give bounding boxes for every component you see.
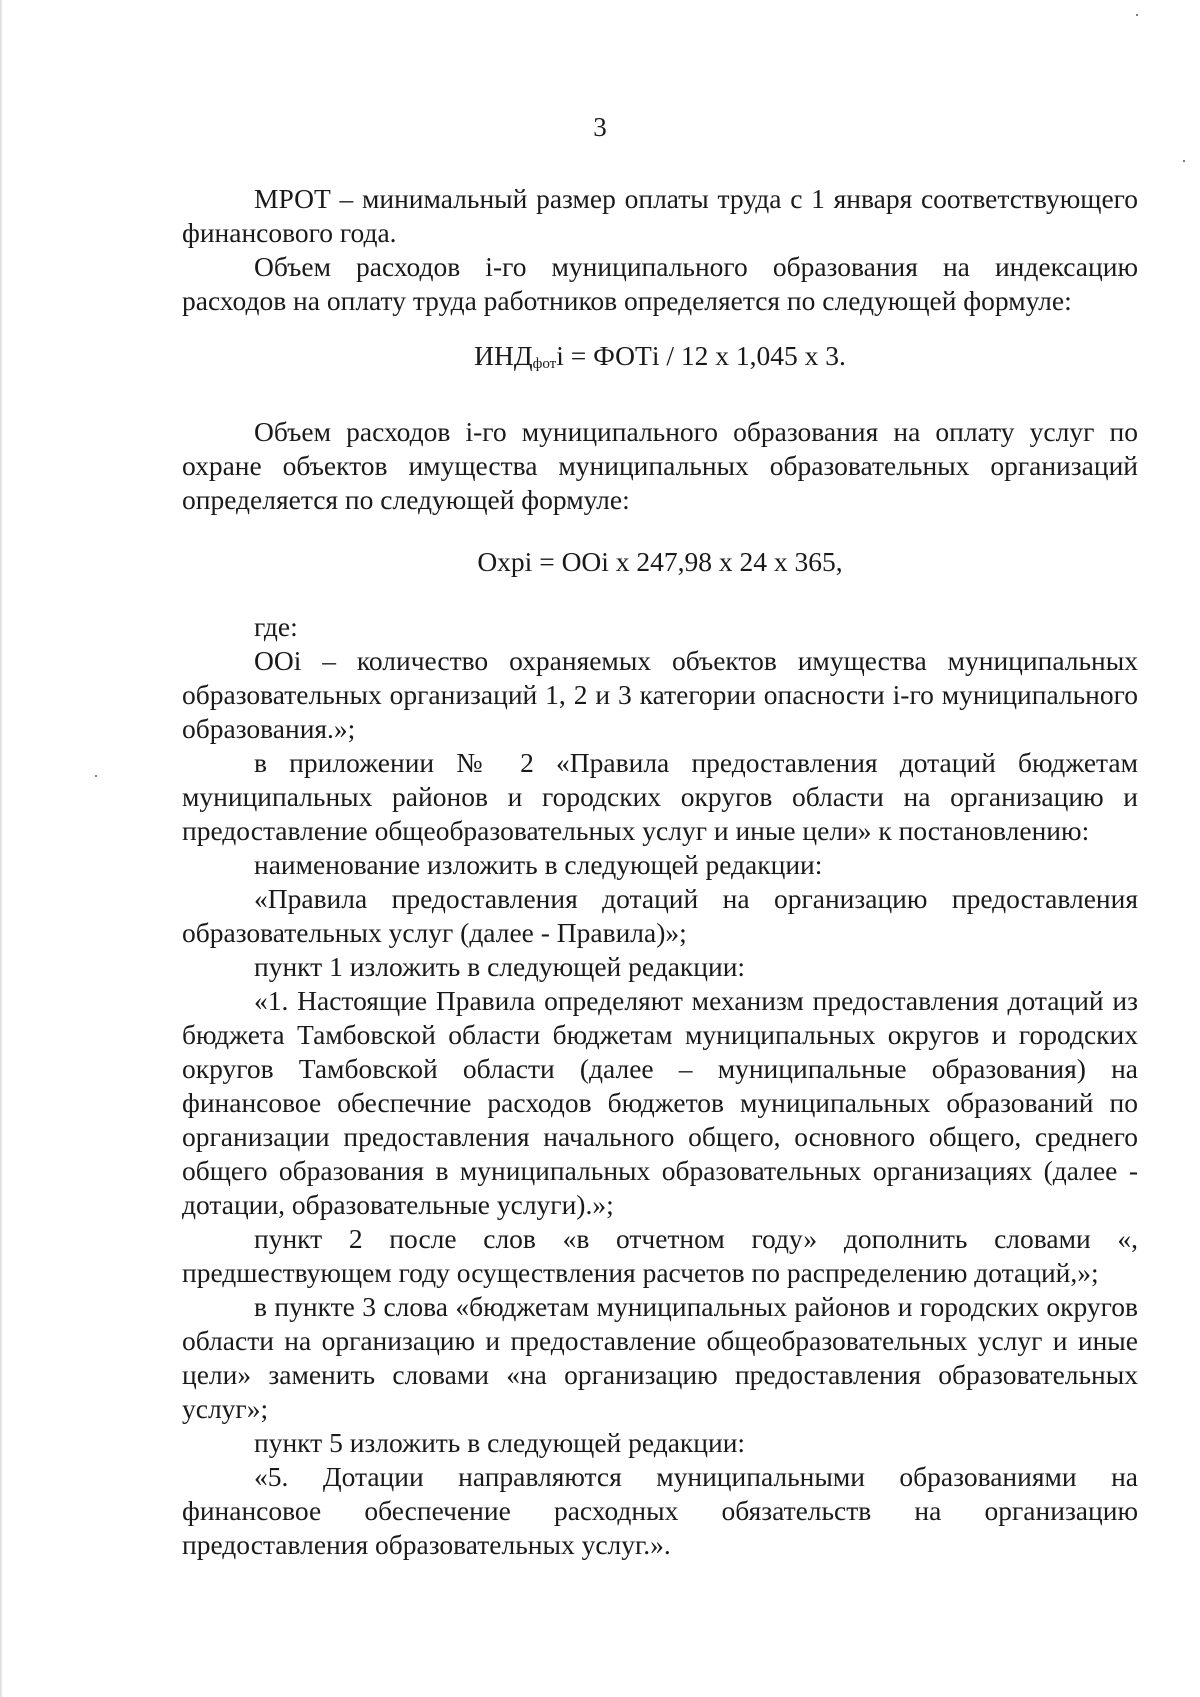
page-number: 3 [593, 112, 607, 142]
scan-edge [0, 0, 3, 1697]
paragraph-indexation-intro: Объем расходов i-го муниципального образования на индексацию расходов на оплату труда работников определяется по следующей формуле: [182, 251, 1138, 316]
scan-speck [1136, 14, 1138, 16]
paragraph-item-1-text: «1. Настоящие Правила определяют механизм предоставления дотаций из бюджета Тамбовской области бюджетам муниципальных округов и городских округов Тамбовской области (далее – муниципальные образования) на финансовое обеспечние расходов бюджетов муниципальных образований по организации предоставления начального общего, основного общего, среднего общего образования в муниципальных образовательных организациях (далее - дотации, образовательные услуги).»; [182, 985, 1138, 1220]
formula-security: Охрi = ООi x 247,98 x 24 x 365, [477, 546, 843, 577]
paragraph-title-edit: наименование изложить в следующей редакции: [254, 849, 823, 880]
formula-indexation [182, 339, 1138, 373]
paragraph-where: где: [254, 611, 298, 642]
formula-indexation-rest: i = ФОТi / 12 x 1,045 x 3. [556, 340, 846, 371]
scan-speck [1183, 160, 1185, 162]
formula-indexation-subscript: фот [532, 356, 557, 372]
paragraph-new-title: «Правила предоставления дотаций на организацию предоставления образовательных услуг (далее - Правила)»; [182, 883, 1138, 948]
paragraph-appendix-2: в приложении № 2 «Правила предоставления дотаций бюджетам муниципальных районов и городских округов области на организацию и предоставление общеобразовательных услуг и иные цели» к постановлению: [182, 747, 1138, 846]
paragraph-item-2-edit: пункт 2 после слов «в отчетном году» дополнить словами «, предшествующем году осуществления расчетов по распределению дотаций,»; [182, 1223, 1138, 1288]
paragraph-item-5-text: «5. Дотации направляются муниципальными образованиями на финансовое обеспечение расходных обязательств на организацию предоставления образовательных услуг.». [182, 1461, 1138, 1560]
scan-speck [95, 775, 97, 777]
document-body [182, 182, 1138, 1562]
paragraph-item-3-edit: в пункте 3 слова «бюджетам муниципальных районов и городских округов области на организацию и предоставление общеобразовательных услуг и иные цели» заменить словами «на организацию предоставления образовательных услуг»; [182, 1291, 1138, 1424]
paragraph-ooi-definition: ООi – количество охраняемых объектов имущества муниципальных образовательных организаций 1, 2 и 3 категории опасности i-го муниципального образования.»; [182, 645, 1138, 744]
formula-indexation-lhs: ИНД [474, 340, 533, 371]
paragraph-item-1-edit: пункт 1 изложить в следующей редакции: [254, 951, 746, 982]
paragraph-mrot-definition: МРОТ – минимальный размер оплаты труда с 1 января соответствующего финансового года. [182, 183, 1138, 248]
paragraph-security-intro: Объем расходов i-го муниципального образования на оплату услуг по охране объектов имущества муниципальных образовательных организаций определяется по следующей формуле: [182, 416, 1138, 515]
paragraph-item-5-edit: пункт 5 изложить в следующей редакции: [254, 1427, 746, 1458]
